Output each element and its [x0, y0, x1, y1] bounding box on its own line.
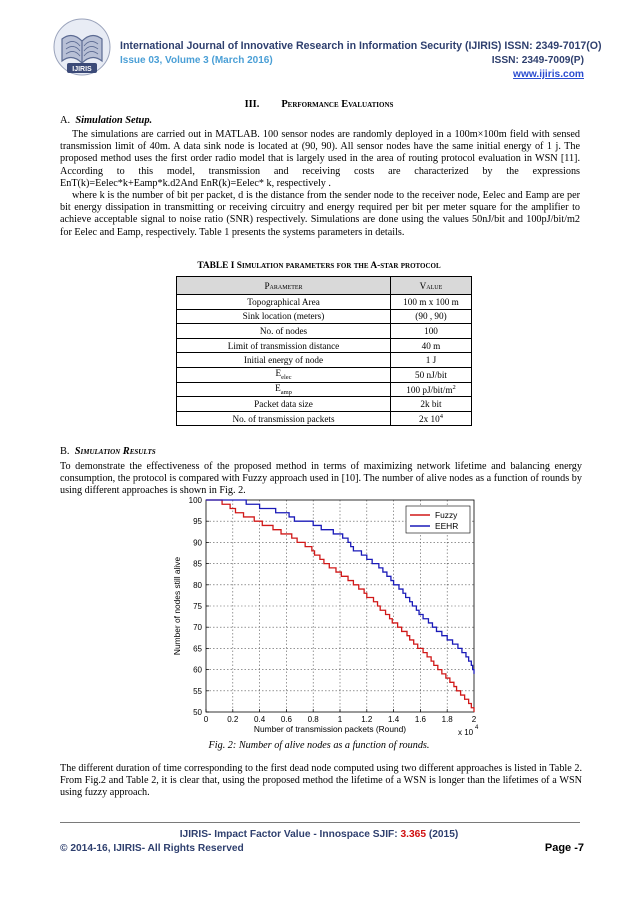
legend-label-eehr: EEHR	[435, 521, 459, 531]
x-tick-label: 0	[203, 715, 209, 724]
journal-url-link[interactable]: www.ijiris.com	[513, 69, 584, 80]
journal-name: International Journal of Innovative Research in Information Security (IJIRIS)	[120, 40, 502, 52]
x-tick-label: 0.8	[307, 715, 319, 724]
table-row: Limit of transmission distance 40 m	[177, 338, 472, 353]
x-multiplier-exponent: 4	[475, 725, 479, 731]
x-tick-label: 1.2	[361, 715, 373, 724]
y-tick-label: 80	[193, 580, 202, 590]
y-tick-label: 100	[188, 496, 202, 505]
x-tick-label: 1.8	[441, 715, 453, 724]
y-tick-label: 60	[193, 665, 202, 675]
copyright: © 2014-16, IJIRIS- All Rights Reserved	[60, 843, 244, 854]
x-tick-label: 1	[337, 715, 343, 724]
table-header-row	[177, 277, 472, 295]
paragraph-results-1: To demonstrate the effectiveness of the proposed method in terms of maximizing network lifetime and balancing energy consumption, the protocol is compared with Fuzzy approach used in [10]. The number of alive nodes as a function of rounds by using different approaches is shown in Fig. 2.	[60, 461, 582, 497]
table-row: Topographical Area 100 m x 100 m	[177, 295, 472, 310]
table-row: No. of nodes 100	[177, 324, 472, 339]
y-tick-label: 85	[193, 559, 202, 569]
y-tick-label: 75	[193, 602, 202, 611]
issn-print: ISSN: 2349-7009(P)	[491, 55, 584, 66]
x-tick-label: 1.4	[388, 715, 400, 724]
y-tick-label: 50	[193, 708, 202, 717]
x-tick-label: 2	[471, 715, 477, 724]
x-axis-label: Number of transmission packets (Round)	[253, 724, 407, 734]
table-row: Packet data size 2k bit	[177, 397, 472, 412]
footer-divider	[60, 822, 580, 823]
section-number: III.	[244, 99, 260, 110]
x-tick-label: 0.4	[254, 715, 266, 724]
subsection-title: Simulation Results	[74, 446, 156, 457]
subsection-heading-results	[60, 446, 156, 457]
table-row: No. of transmission packets 2x $10^4$	[177, 411, 472, 426]
y-tick-label: 70	[193, 623, 202, 633]
x-tick-label: 1.6	[414, 715, 426, 724]
section-title: Performance Evaluations	[281, 99, 394, 110]
legend-label-fuzzy: Fuzzy	[435, 510, 458, 520]
parameters-table	[176, 276, 472, 426]
subsection-letter: B.	[60, 446, 70, 457]
page-number: Page -7	[544, 842, 584, 854]
y-tick-label: 55	[193, 686, 202, 696]
x-tick-label: 0.2	[227, 715, 239, 724]
col-header-value: Value	[391, 277, 472, 295]
paragraph-setup-2: where k is the number of bit per packet, d is the distance from the sender node to the receiver node, Eelec and Eamp are per bit energy dissipation in transmitting or receiving circuitry and energy required per bit per meter square for the amplifier to achieve acceptable signal to noise ratio (SNR) respectively. Simulations are done using the values 50nJ/bit and 100pJ/bit/m2 for Eelec and Eamp, respectively. Table 1 presents the systems parameters in details.	[60, 190, 580, 238]
table-row: Initial energy of node 1 J	[177, 353, 472, 368]
journal-title	[120, 40, 602, 52]
x-multiplier-label: x 10	[458, 728, 474, 737]
subsection-heading-setup	[60, 115, 152, 126]
table-caption: TABLE I Simulation parameters for the A-star protocol	[197, 261, 441, 271]
impact-factor: IJIRIS- Impact Factor Value - Innospace SJIF: 3.365 (2015)	[179, 829, 459, 840]
col-header-parameter: Parameter	[177, 277, 391, 295]
subsection-letter: A.	[60, 115, 71, 126]
y-tick-label: 65	[193, 644, 202, 654]
table-row: $E_{elec}$ 50 nJ/bit	[177, 367, 472, 382]
y-axis-label: Number of nodes still alive	[172, 556, 182, 656]
table-row: $E_{amp}$ 100 $pJ/bit/m^2$	[177, 382, 472, 397]
x-tick-label: 0.6	[280, 715, 292, 724]
logo-text: IJIRIS	[72, 66, 92, 73]
issue-label: Issue 03, Volume 3 (March 2016)	[120, 55, 273, 66]
table-row: Sink location (meters) (90 , 90)	[177, 309, 472, 324]
y-tick-label: 90	[193, 538, 202, 548]
section-heading	[0, 99, 638, 110]
y-tick-label: 95	[193, 517, 202, 527]
paragraph-setup-1: The simulations are carried out in MATLAB. 100 sensor nodes are randomly deployed in a 100m×100m field with sensed transmission limit of 40m. A data sink node is located at (90, 90). All sensor nodes have the same initial energy of 1 j. The proposed method uses the first order radio model that is largely used in the area of routing protocol evaluation in WSN [11]. According to this model, transmission and receiving costs are characterized by the expressions EnT(k)=Eelec*k+Eamp*k.d2And EnR(k)=Eelec* k, respectively .	[60, 129, 580, 189]
journal-logo	[52, 17, 112, 77]
issn-online: ISSN: 2349-7017(O)	[504, 40, 602, 52]
figure-caption: Fig. 2: Number of alive nodes as a function of rounds.	[208, 740, 430, 751]
paragraph-results-2: The different duration of time corresponding to the first dead node computed using two different approaches is listed in Table 2. From Fig.2 and Table 2, it is clear that, using the proposed method the lifetime of a WSN is longer than the lifetimes of a WSN using fuzzy approach.	[60, 763, 582, 799]
subsection-title: Simulation Setup.	[75, 115, 153, 126]
alive-nodes-chart	[168, 494, 486, 740]
